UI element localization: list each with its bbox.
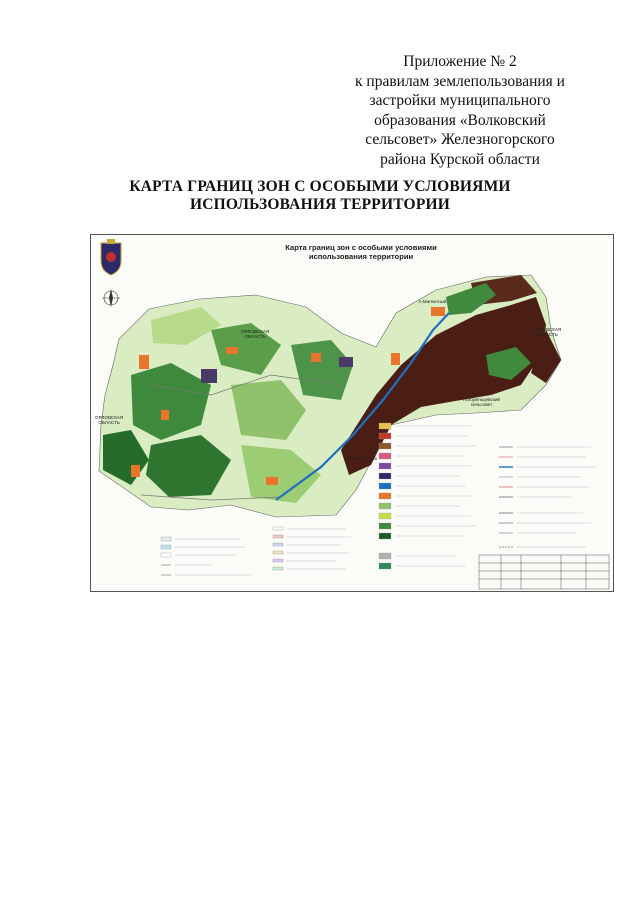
legend-zones xyxy=(379,423,476,569)
map-title xyxy=(251,243,471,261)
map-image xyxy=(91,235,614,592)
appendix-line: образования «Волковский xyxy=(374,111,546,129)
legend-middle xyxy=(273,527,351,570)
settlement-zone xyxy=(226,347,238,354)
region-label-orlovskaya: ОРЛОВСКАЯ ОБЛАСТЬ xyxy=(241,329,270,339)
document-title xyxy=(60,178,580,214)
document-title-line: ИСПОЛЬЗОВАНИЯ ТЕРРИТОРИИ xyxy=(189,196,450,213)
coat-of-arms-icon xyxy=(101,239,121,275)
appendix-heading xyxy=(340,52,580,169)
region-label-orlovskaya: ОРЛОВСКАЯ ОБЛАСТЬ xyxy=(95,415,124,425)
settlement-zone xyxy=(391,353,400,365)
settlement-zone xyxy=(161,410,169,420)
settlement-label-magnitny: п.Магнитный xyxy=(419,299,447,304)
appendix-line: застройки муниципального xyxy=(369,92,551,109)
appendix-line: сельсовет» Железногорского xyxy=(365,131,555,148)
document-title-line: КАРТА ГРАНИЦ ЗОН С ОСОБЫМИ УСЛОВИЯМИ xyxy=(129,178,511,195)
legend-left xyxy=(161,537,251,575)
industrial-zone xyxy=(201,369,217,383)
district-label-pogorelovsky: Погорельцевский сельсовет xyxy=(463,397,500,407)
appendix-line: Приложение № 2 xyxy=(403,53,517,70)
map-sheet xyxy=(90,234,614,592)
appendix-line: к правилам землепользования и xyxy=(355,72,565,90)
appendix-line: района Курской области xyxy=(380,150,540,168)
compass-icon xyxy=(102,289,120,307)
title-block-stamp xyxy=(479,555,609,589)
region-label-orlovskaya: ОРЛОВСКАЯ ОБЛАСТЬ xyxy=(533,327,562,337)
map-title-line: использования территории xyxy=(308,252,414,261)
settlement-zone xyxy=(139,355,149,369)
settlement-zone xyxy=(311,353,321,362)
city-label-zheleznogorsk: г.Железногорск xyxy=(345,456,378,461)
map-title-line: Карта границ зон с особыми условиями xyxy=(285,243,437,252)
legend-right xyxy=(499,447,596,547)
settlement-zone xyxy=(431,307,445,316)
settlement-zone xyxy=(131,465,140,477)
industrial-zone xyxy=(339,357,353,367)
settlement-zone xyxy=(266,477,278,485)
